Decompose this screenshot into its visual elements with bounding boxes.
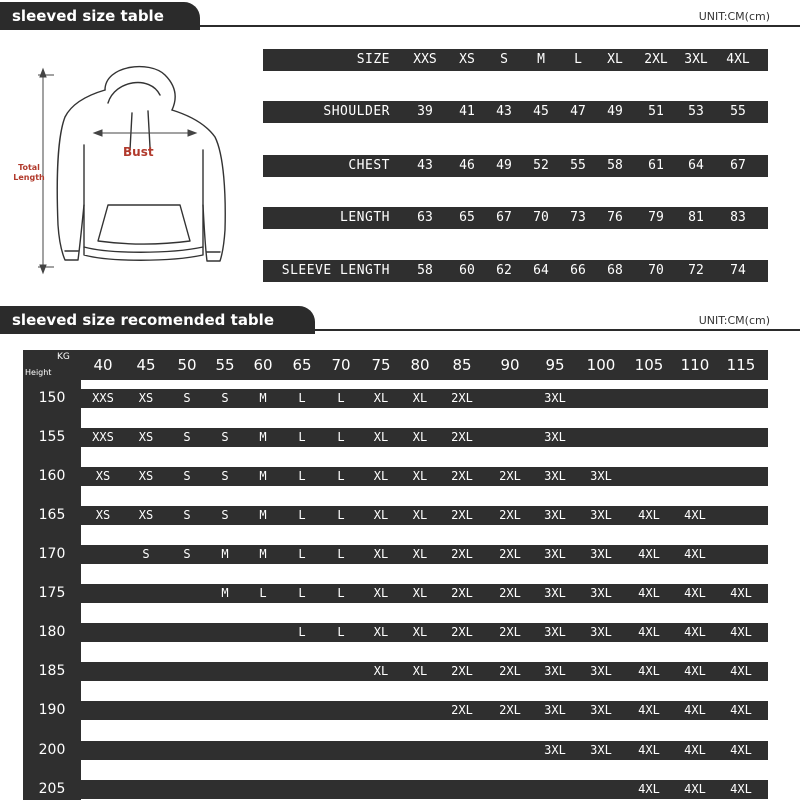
grid-cell: 3XL: [544, 664, 566, 678]
grid-cell: M: [259, 430, 267, 444]
grid-row-160: [23, 467, 768, 486]
grid-row-175: [23, 584, 768, 603]
size-cell: 74: [730, 263, 746, 278]
size-cell: 39: [417, 104, 433, 119]
grid-cell: 4XL: [684, 664, 706, 678]
grid-cell: XS: [95, 508, 111, 522]
grid-cell: 4XL: [638, 664, 660, 678]
grid-cell: XL: [412, 469, 428, 483]
grid-cell: XS: [138, 469, 154, 483]
height-label: Height: [25, 368, 52, 377]
grid-cell: 3XL: [544, 469, 566, 483]
total-length-label: Total Length: [13, 163, 45, 182]
grid-cell: XL: [412, 664, 428, 678]
grid-cell: XL: [373, 391, 389, 405]
grid-row-150: [23, 389, 768, 408]
height-value: 150: [38, 390, 66, 406]
grid-row-185: [23, 662, 768, 681]
size-cell: 67: [730, 158, 746, 173]
grid-cell: XS: [138, 391, 154, 405]
grid-cell: 4XL: [638, 743, 660, 757]
weight-header: 85: [452, 356, 472, 374]
size-row-size: [263, 49, 768, 71]
grid-cell: L: [298, 586, 306, 600]
grid-cell: S: [221, 430, 229, 444]
grid-cell: 3XL: [590, 469, 612, 483]
grid-cell: XL: [412, 508, 428, 522]
grid-cell: 3XL: [544, 391, 566, 405]
grid-row-165: [23, 506, 768, 525]
size-cell: 79: [648, 210, 664, 225]
size-cell: 65: [459, 210, 475, 225]
grid-cell: XL: [412, 391, 428, 405]
size-row-label: CHEST: [348, 158, 390, 173]
grid-cell: 4XL: [684, 547, 706, 561]
unit-label: UNIT:CM(cm): [698, 10, 770, 23]
size-cell: 61: [648, 158, 664, 173]
grid-cell: 2XL: [499, 586, 521, 600]
grid-cell: 3XL: [590, 625, 612, 639]
height-value: 200: [38, 742, 66, 758]
section-title: sleeved size recomended table: [0, 306, 315, 334]
grid-cell: 2XL: [451, 430, 473, 444]
grid-cell: 3XL: [544, 586, 566, 600]
size-cell: 68: [607, 263, 623, 278]
grid-cell: 3XL: [544, 508, 566, 522]
grid-cell: 3XL: [590, 508, 612, 522]
size-cell: 64: [688, 158, 704, 173]
unit-label: UNIT:CM(cm): [698, 314, 770, 327]
recommended-size-grid: [23, 350, 768, 800]
grid-cell: M: [259, 547, 267, 561]
height-value: 180: [38, 624, 66, 640]
grid-cell: 3XL: [590, 547, 612, 561]
grid-cell: 4XL: [730, 625, 752, 639]
grid-cell: 2XL: [499, 664, 521, 678]
grid-cell: 4XL: [638, 508, 660, 522]
weight-header: 70: [331, 356, 351, 374]
size-row-chest: [263, 155, 768, 177]
size-cell: 49: [496, 158, 512, 173]
grid-cell: L: [298, 469, 306, 483]
grid-cell: 3XL: [590, 664, 612, 678]
grid-row-170: [23, 545, 768, 564]
size-cell: XL: [607, 52, 623, 67]
grid-cell: 4XL: [684, 782, 706, 796]
grid-cell: S: [142, 547, 150, 561]
size-cell: 63: [417, 210, 433, 225]
size-cell: 2XL: [644, 52, 668, 67]
grid-cell: XL: [373, 430, 389, 444]
size-row-length: [263, 207, 768, 229]
grid-cell: 4XL: [638, 586, 660, 600]
grid-cell: 4XL: [730, 703, 752, 717]
height-value: 190: [38, 702, 66, 718]
grid-cell: S: [183, 430, 191, 444]
height-value: 165: [38, 507, 66, 523]
grid-cell: XL: [373, 664, 389, 678]
weight-header: 100: [586, 356, 616, 374]
grid-cell: 2XL: [499, 469, 521, 483]
grid-row-155: [23, 428, 768, 447]
grid-cell: 4XL: [684, 625, 706, 639]
grid-cell: 3XL: [590, 743, 612, 757]
weight-header: 90: [500, 356, 520, 374]
size-row-sleeve-length: [263, 260, 768, 282]
weight-header: 105: [634, 356, 664, 374]
grid-cell: L: [337, 625, 345, 639]
grid-cell: 2XL: [499, 508, 521, 522]
grid-row-205: [23, 780, 768, 799]
grid-cell: 4XL: [684, 703, 706, 717]
size-cell: 41: [459, 104, 475, 119]
grid-row-180: [23, 623, 768, 642]
grid-cell: 2XL: [499, 703, 521, 717]
grid-cell: 2XL: [451, 508, 473, 522]
grid-cell: XL: [412, 625, 428, 639]
size-cell: 49: [607, 104, 623, 119]
weight-header: 50: [177, 356, 197, 374]
size-cell: 58: [417, 263, 433, 278]
size-cell: 55: [730, 104, 746, 119]
grid-cell: L: [337, 430, 345, 444]
weight-header: 40: [93, 356, 113, 374]
grid-cell: 2XL: [451, 586, 473, 600]
grid-cell: 2XL: [451, 703, 473, 717]
grid-cell: 4XL: [638, 703, 660, 717]
grid-cell: S: [221, 469, 229, 483]
size-cell: 4XL: [726, 52, 750, 67]
grid-cell: 4XL: [638, 782, 660, 796]
grid-cell: 2XL: [451, 547, 473, 561]
grid-cell: 4XL: [730, 782, 752, 796]
size-cell: 62: [496, 263, 512, 278]
grid-cell: 4XL: [730, 586, 752, 600]
grid-cell: XXS: [92, 391, 114, 405]
grid-cell: 3XL: [590, 703, 612, 717]
grid-row-190: [23, 701, 768, 720]
grid-cell: L: [298, 430, 306, 444]
size-cell: 46: [459, 158, 475, 173]
grid-cell: L: [337, 586, 345, 600]
weight-header: 45: [136, 356, 156, 374]
size-row-label: SHOULDER: [323, 104, 390, 119]
height-column: [23, 350, 81, 800]
grid-cell: 3XL: [544, 547, 566, 561]
size-cell: 51: [648, 104, 664, 119]
hoodie-illustration: [10, 55, 250, 280]
grid-cell: 2XL: [499, 547, 521, 561]
grid-cell: M: [259, 391, 267, 405]
size-cell: 67: [496, 210, 512, 225]
grid-cell: M: [221, 547, 229, 561]
grid-cell: 4XL: [684, 586, 706, 600]
grid-cell: XS: [95, 469, 111, 483]
grid-cell: 2XL: [451, 625, 473, 639]
weight-header: 65: [292, 356, 312, 374]
grid-cell: S: [183, 391, 191, 405]
grid-cell: XL: [412, 547, 428, 561]
grid-cell: M: [221, 586, 229, 600]
grid-cell: 4XL: [638, 547, 660, 561]
grid-cell: 2XL: [499, 625, 521, 639]
height-value: 160: [38, 468, 66, 484]
size-cell: XS: [459, 52, 475, 67]
grid-cell: 3XL: [590, 586, 612, 600]
height-value: 175: [38, 585, 66, 601]
size-cell: 43: [417, 158, 433, 173]
height-value: 155: [38, 429, 66, 445]
size-cell: 81: [688, 210, 704, 225]
weight-header: 55: [215, 356, 235, 374]
grid-cell: 2XL: [451, 469, 473, 483]
size-row-label: SLEEVE LENGTH: [281, 263, 390, 278]
grid-cell: L: [298, 547, 306, 561]
grid-cell: S: [221, 508, 229, 522]
grid-cell: XS: [138, 430, 154, 444]
kg-label: KG: [57, 352, 70, 362]
grid-cell: 3XL: [544, 703, 566, 717]
grid-cell: L: [337, 508, 345, 522]
grid-cell: XL: [373, 547, 389, 561]
size-cell: 72: [688, 263, 704, 278]
size-cell: 52: [533, 158, 549, 173]
size-row-shoulder: [263, 101, 768, 123]
size-cell: S: [500, 52, 508, 67]
grid-cell: L: [298, 391, 306, 405]
grid-cell: 4XL: [730, 664, 752, 678]
weight-header: 115: [726, 356, 756, 374]
grid-cell: 3XL: [544, 430, 566, 444]
weight-header: 75: [371, 356, 391, 374]
weight-header-row: [23, 350, 768, 380]
grid-cell: XL: [412, 430, 428, 444]
size-cell: 83: [730, 210, 746, 225]
grid-cell: M: [259, 508, 267, 522]
size-cell: 58: [607, 158, 623, 173]
grid-cell: XL: [373, 586, 389, 600]
size-cell: 45: [533, 104, 549, 119]
grid-cell: XS: [138, 508, 154, 522]
grid-cell: S: [183, 508, 191, 522]
grid-cell: XL: [373, 625, 389, 639]
grid-cell: XL: [373, 469, 389, 483]
size-cell: 66: [570, 263, 586, 278]
grid-cell: XXS: [92, 430, 114, 444]
size-cell: 73: [570, 210, 586, 225]
size-cell: M: [537, 52, 545, 67]
height-value: 205: [38, 781, 66, 797]
grid-cell: 4XL: [730, 743, 752, 757]
grid-cell: 4XL: [684, 508, 706, 522]
grid-cell: XL: [373, 508, 389, 522]
size-cell: 53: [688, 104, 704, 119]
size-row-label: LENGTH: [340, 210, 390, 225]
grid-cell: L: [298, 508, 306, 522]
grid-cell: L: [337, 547, 345, 561]
grid-cell: S: [183, 547, 191, 561]
grid-cell: 2XL: [451, 391, 473, 405]
grid-cell: L: [337, 391, 345, 405]
size-cell: XXS: [413, 52, 437, 67]
size-cell: 76: [607, 210, 623, 225]
grid-cell: L: [337, 469, 345, 483]
size-cell: 70: [533, 210, 549, 225]
size-cell: 70: [648, 263, 664, 278]
grid-cell: XL: [412, 586, 428, 600]
size-cell: 64: [533, 263, 549, 278]
grid-cell: 3XL: [544, 743, 566, 757]
grid-cell: L: [259, 586, 267, 600]
size-cell: 43: [496, 104, 512, 119]
size-cell: 55: [570, 158, 586, 173]
size-row-label: SIZE: [356, 52, 390, 67]
weight-header: 60: [253, 356, 273, 374]
size-cell: 3XL: [684, 52, 708, 67]
grid-cell: 3XL: [544, 625, 566, 639]
size-cell: 60: [459, 263, 475, 278]
height-value: 170: [38, 546, 66, 562]
grid-row-200: [23, 741, 768, 760]
weight-header: 95: [545, 356, 565, 374]
grid-cell: 4XL: [638, 625, 660, 639]
bust-label: Bust: [123, 145, 154, 159]
height-value: 185: [38, 663, 66, 679]
grid-cell: L: [298, 625, 306, 639]
grid-cell: S: [221, 391, 229, 405]
size-cell: 47: [570, 104, 586, 119]
grid-cell: S: [183, 469, 191, 483]
weight-header: 80: [410, 356, 430, 374]
grid-cell: 4XL: [684, 743, 706, 757]
grid-cell: M: [259, 469, 267, 483]
grid-cell: 2XL: [451, 664, 473, 678]
weight-header: 110: [680, 356, 710, 374]
section-title: sleeved size table: [0, 2, 200, 30]
size-cell: L: [574, 52, 582, 67]
